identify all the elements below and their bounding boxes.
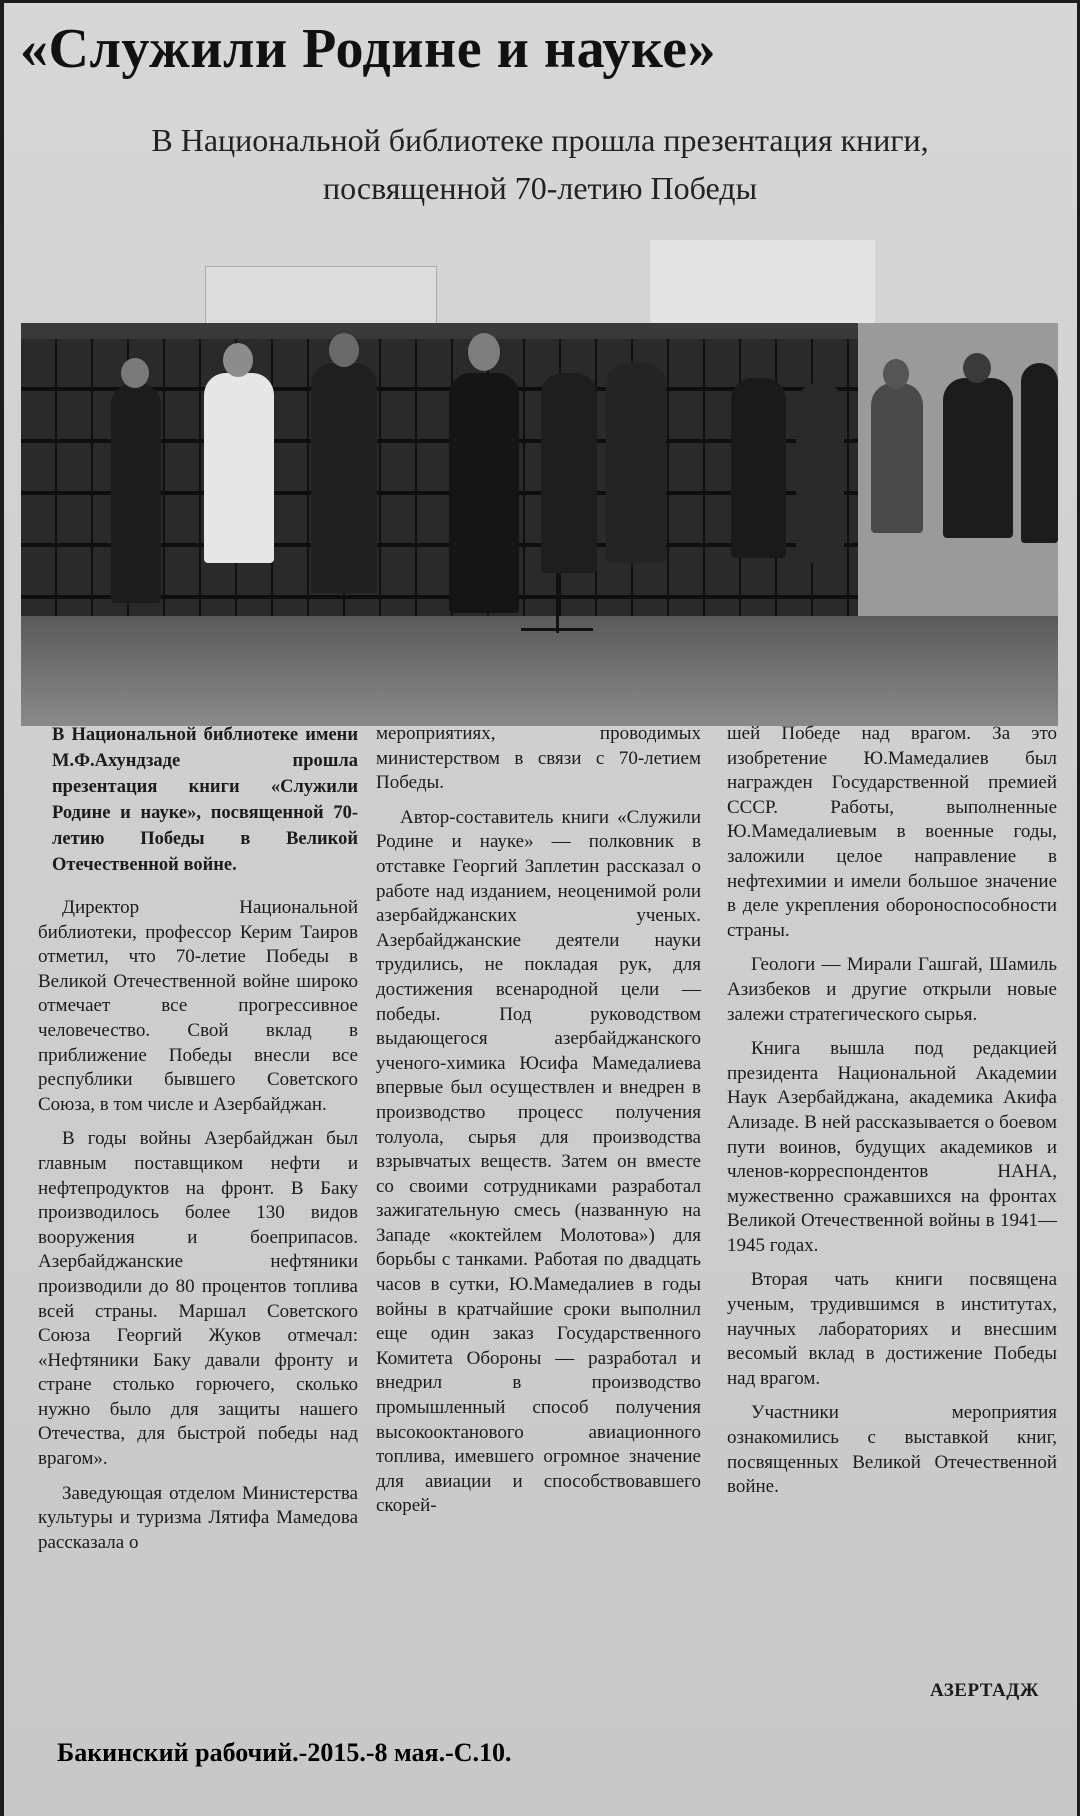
microphone-base-icon bbox=[521, 628, 593, 631]
photo-person bbox=[204, 373, 274, 563]
photo-person-head bbox=[329, 333, 359, 367]
article-lead: В Национальной библиотеке имени М.Ф.Ахундзаде прошла презентация книги «Служили Родине и науке», посвященной 70-летию Победы в Великой Отечественной войне. bbox=[52, 725, 358, 875]
photo-person-head bbox=[963, 353, 991, 383]
article-paragraph: Вторая чать книги посвящена ученым, трудившимся в институтах, научных лабораториях и внесшим весомый вклад в достижение Победы над врагом. bbox=[727, 1269, 1057, 1389]
article-paragraph: Автор-составитель книги «Служили Родине и науке» — полковник в отставке Георгий Заплетин рассказал о работе над изданием, неоценимой роли азербайджанских ученых. Азербайджанские деятели науки трудились, не покладая рук, для достижения всенародной цели — победы. Под руководством выдающегося азербайджанского ученого-химика Юсифа Мамедалиева впервые был осуществлен и внедрен в производство процесс получения толуола, сырья для производства взрывчатых веществ. Затем он вместе со своими сотрудниками разработал зажигательную смесь (названную на Западе «коктейлем Молотова») для борьбы с танками. Работая по двадцать часов в сутки, Ю.Мамедалиев в годы войны в кратчайшие сроки выполнил еще один заказ Государственного Комитета Обороны — разработал и внедрил в производство промышленный способ получения высокооктанового авиационного топлива, имевшего огромное значение для авиации и способствовавшего скорей- bbox=[376, 806, 701, 1517]
photo-person bbox=[796, 383, 844, 563]
photo-person bbox=[606, 363, 666, 563]
scan-edge-top bbox=[0, 0, 1080, 3]
article-column-2 bbox=[376, 722, 701, 1529]
article-column-3 bbox=[727, 722, 1057, 1510]
photo-banner-sign bbox=[205, 266, 437, 324]
article-paragraph: шей Победе над врагом. За это изобретение Ю.Мамедалиев был награжден Государственной премией СССР. Работы, выполненные Ю.Мамедалиевым в военные годы, заложили целое направление в нефтехимии и имели большое значение в деле укрепления обороноспособности страны. bbox=[727, 723, 1057, 941]
article-column-1 bbox=[38, 722, 358, 1565]
article-paragraph: Директор Национальной библиотеки, профессор Керим Таиров отметил, что 70-летие Победы в Великой Отечественной войне широко отмечает все прогрессивное человечество. Свой вклад в приближение Победы внесли все республики бывшего Советского Союза, в том числе и Азербайджан. bbox=[38, 897, 358, 1115]
article-paragraph: В годы войны Азербайджан был главным поставщиком нефти и нефтепродуктов на фронт. В Баку производилось более 130 видов вооружения и боеприпасов. Азербайджанские нефтяники производили до 80 процентов топлива всей страны. Маршал Советского Союза Георгий Жуков отмечал: «Нефтяники Баку давали фронту и стране столько горючего, сколько нужно было для защиты нашего Отечества, для быстрой победы над врагом». bbox=[38, 1128, 358, 1470]
photo-person bbox=[943, 378, 1013, 538]
source-citation: Бакинский рабочий.-2015.-8 мая.-С.10. bbox=[57, 1738, 512, 1767]
article-paragraph: мероприятиях, проводимых министерством в связи с 70-летием Победы. bbox=[376, 723, 701, 794]
photo-person bbox=[1021, 363, 1058, 543]
photo-person bbox=[731, 378, 786, 558]
article-paragraph: Заведующая отделом Министерства культуры и туризма Лятифа Мамедова рассказала о bbox=[38, 1482, 358, 1553]
article-subtitle bbox=[20, 116, 1060, 212]
subtitle-line-2: посвященной 70-летию Победы bbox=[322, 170, 758, 206]
photo-floor bbox=[21, 616, 1058, 726]
subtitle-line-1: В Национальной библиотеке прошла презентация книги, bbox=[151, 122, 929, 158]
article-paragraph: Книга вышла под редакцией президента Национальной Академии Наук Азербайджана, академика Акифа Ализаде. В ней рассказывается о боевом пути воинов, будущих академиков и членов-корреспондентов НАНА, мужественно сражавшихся на фронтах Великой Отечественной войны в 1941—1945 годах. bbox=[727, 1038, 1057, 1256]
photo-person bbox=[541, 373, 597, 573]
press-photo bbox=[21, 323, 1058, 726]
news-agency-credit: АЗЕРТАДЖ bbox=[930, 1680, 1040, 1701]
photo-person-head bbox=[468, 333, 500, 371]
photo-person bbox=[311, 363, 377, 593]
article-headline: «Служили Родине и науке» bbox=[20, 18, 717, 80]
article-paragraph: Участники мероприятия ознакомились с выставкой книг, посвященных Великой Отечественной войне. bbox=[727, 1402, 1057, 1498]
photo-person-head bbox=[223, 343, 253, 377]
scan-edge-left bbox=[0, 0, 4, 1816]
photo-person bbox=[111, 383, 161, 603]
photo-person bbox=[871, 383, 923, 533]
photo-person-head bbox=[883, 359, 909, 389]
photo-background-wall bbox=[650, 240, 875, 324]
photo-person-head bbox=[121, 358, 149, 388]
article-paragraph: Геологи — Мирали Гашгай, Шамиль Азизбеков и другие открыли новые залежи стратегического сырья. bbox=[727, 954, 1057, 1025]
photo-person-speaker bbox=[449, 373, 519, 613]
